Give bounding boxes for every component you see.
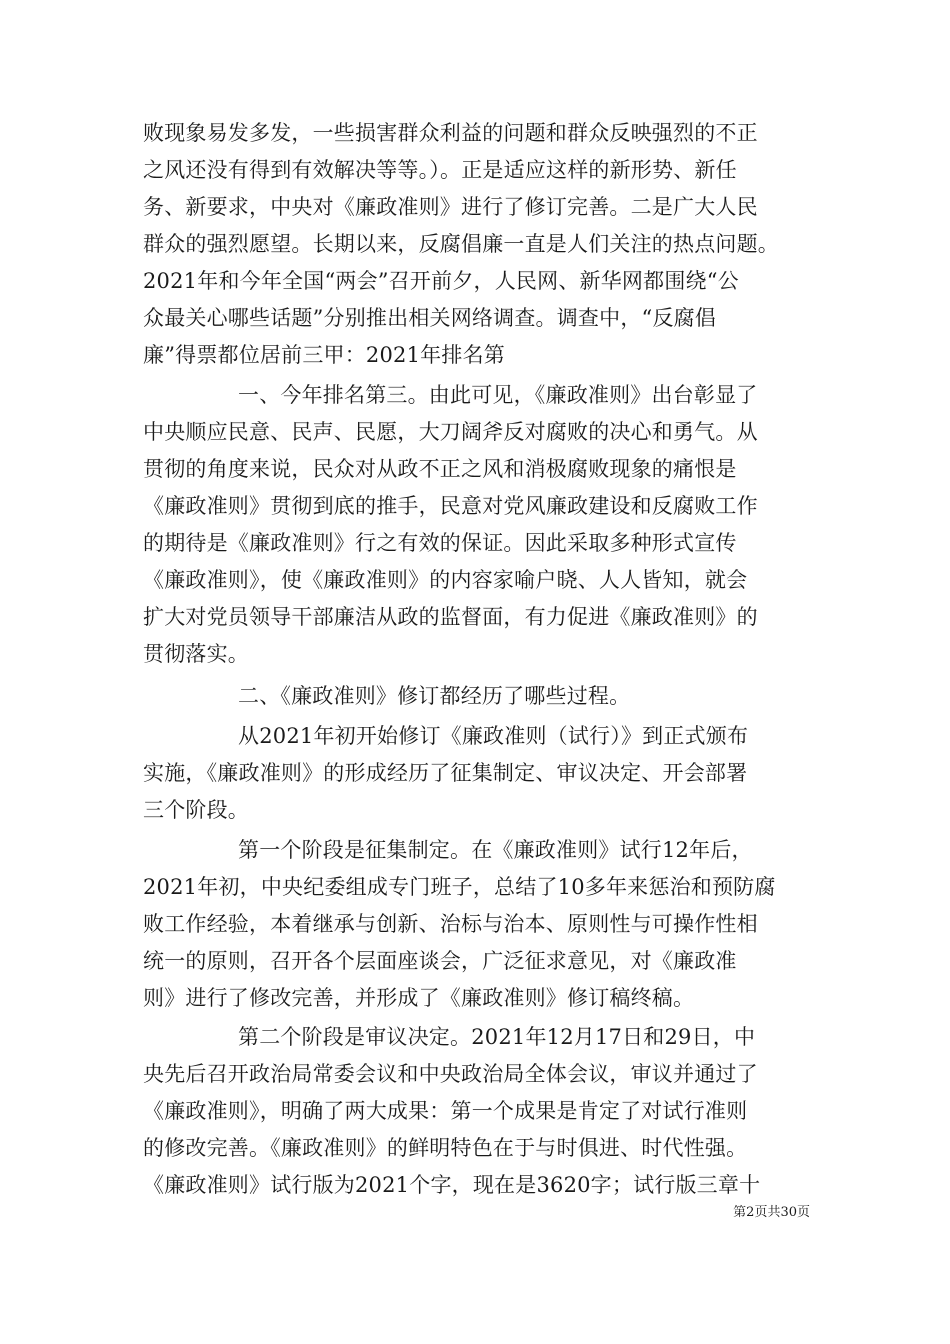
- text-line: 从2021年初开始修订《廉政准则（试行）》到正式颁布: [238, 724, 749, 748]
- text-line: 实施，《廉政准则》的形成经历了征集制定、审议决定、开会部署: [143, 761, 748, 785]
- text-line: 《廉政准则》贯彻到底的推手，民意对党风廉政建设和反腐败工作: [143, 494, 758, 518]
- text-line: 2021年和今年全国“两会”召开前夕，人民网、新华网都围绕“公: [143, 269, 739, 293]
- text-line: 廉”得票都位居前三甲：2021年排名第: [143, 343, 505, 367]
- text-line: 败现象易发多发，一些损害群众利益的问题和群众反映强烈的不正: [143, 121, 758, 145]
- text-line: 扩大对党员领导干部廉洁从政的监督面，有力促进《廉政准则》的: [143, 605, 758, 629]
- text-line: 务、新要求，中央对《廉政准则》进行了修订完善。二是广大人民: [143, 195, 758, 219]
- text-line: 《廉政准则》，明确了两大成果：第一个成果是肯定了对试行准则: [143, 1099, 748, 1123]
- text-line: 贯彻的角度来说，民众对从政不正之风和消极腐败现象的痛恨是: [143, 457, 737, 481]
- text-line: 《廉政准则》试行版为2021个字，现在是3620字；试行版三章十: [143, 1173, 761, 1197]
- text-line: 二、《廉政准则》修订都经历了哪些过程。: [238, 684, 631, 708]
- text-line: 中央顺应民意、民声、民愿，大刀阔斧反对腐败的决心和勇气。从: [143, 420, 758, 444]
- text-line: 群众的强烈愿望。长期以来，反腐倡廉一直是人们关注的热点问题。: [143, 232, 779, 256]
- text-line: 央先后召开政治局常委会议和中央政治局全体会议，审议并通过了: [143, 1062, 758, 1086]
- text-line: 贯彻落实。: [143, 642, 249, 666]
- text-line: 的期待是《廉政准则》行之有效的保证。因此采取多种形式宣传: [143, 531, 737, 555]
- text-line: 的修改完善。《廉政准则》的鲜明特色在于与时俱进、时代性强。: [143, 1136, 748, 1160]
- text-line: 败工作经验，本着继承与创新、治标与治本、原则性与可操作性相: [143, 912, 758, 936]
- text-line: 则》进行了修改完善，并形成了《廉政准则》修订稿终稿。: [143, 986, 695, 1010]
- text-line: 一、今年排名第三。由此可见，《廉政准则》出台彰显了: [238, 383, 758, 407]
- text-line: 第二个阶段是审议决定。2021年12月17日和29日，中: [238, 1025, 756, 1049]
- text-line: 三个阶段。: [143, 798, 249, 822]
- text-line: 众最关心哪些话题”分别推出相关网络调查。调查中，“反腐倡: [143, 306, 717, 330]
- page-footer: 第2页共30页: [733, 1205, 810, 1220]
- text-line: 2021年初，中央纪委组成专门班子，总结了10多年来惩治和预防腐: [143, 875, 776, 899]
- text-line: 之风还没有得到有效解决等等。）。正是适应这样的新形势、新任: [143, 158, 737, 182]
- text-line: 统一的原则，召开各个层面座谈会，广泛征求意见，对《廉政准: [143, 949, 737, 973]
- text-line: 第一个阶段是征集制定。在《廉政准则》试行12年后，: [238, 838, 753, 862]
- text-line: 《廉政准则》，使《廉政准则》的内容家喻户晓、人人皆知，就会: [143, 568, 748, 592]
